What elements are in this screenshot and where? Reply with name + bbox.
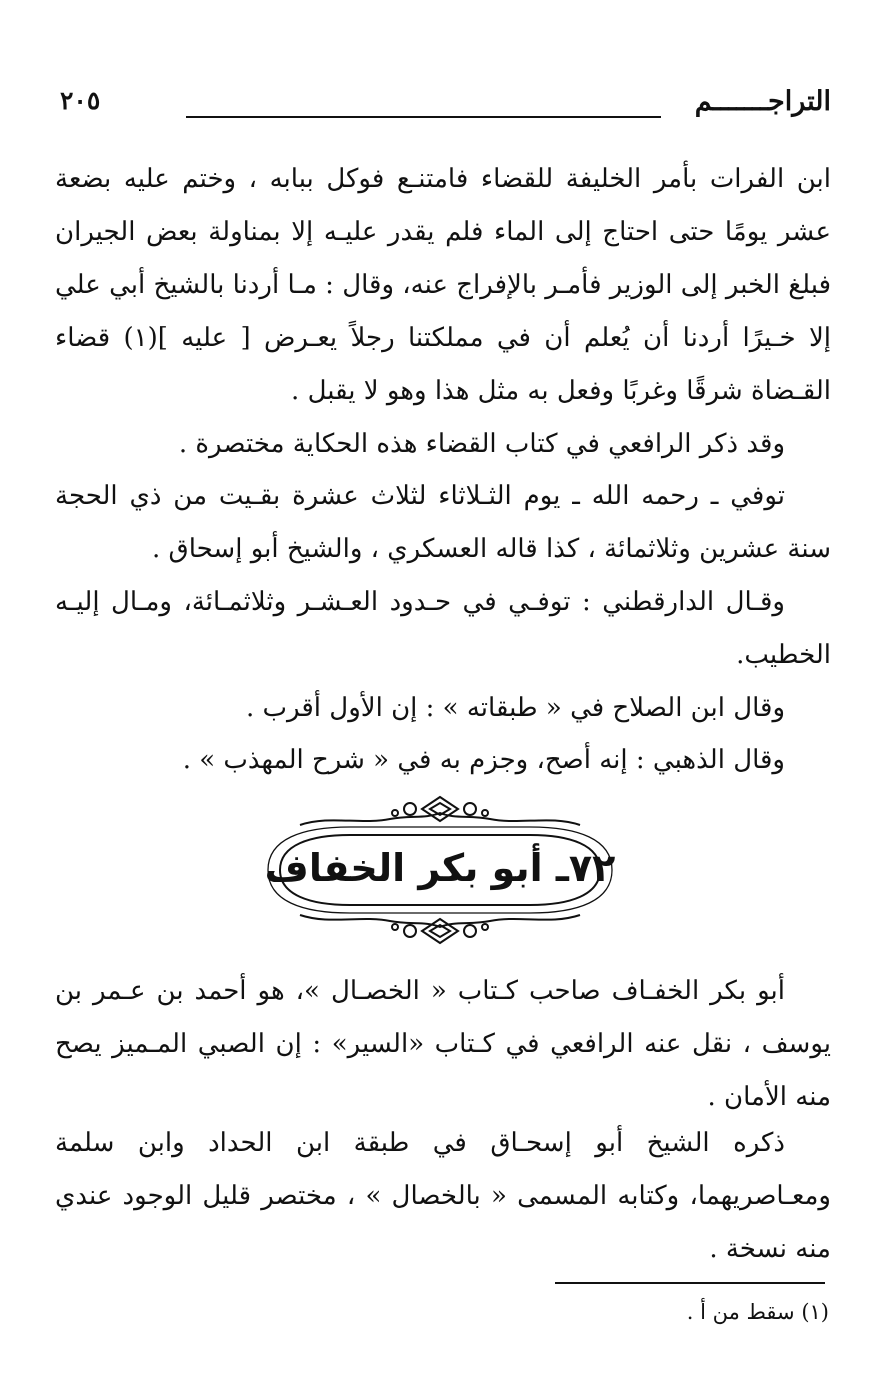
paragraph: وقال ابن الصلاح في « طبقاته » : إن الأول أقرب . (246, 693, 785, 723)
paragraph: توفي ـ رحمه الله ـ يوم الثـلاثاء لثلاث عشرة بقـيت من ذي الحجة سنة عشرين وثلاثمائة ، كذا قاله العسكري ، والشيخ أبو إسحاق . (55, 481, 831, 564)
paragraph: ذكره الشيخ أبو إسحـاق في طبقة ابن الحداد وابن سلمة ومعـاصريهما، وكتابه المسمى « بالخصال » ، مختصر قليل الوجود عندي منه نسخة . (55, 1128, 831, 1264)
paragraph: وقد ذكر الرافعي في كتاب القضاء هذه الحكاية مختصرة . (178, 429, 785, 459)
header-rule (186, 116, 661, 118)
footnote: (١) سقط من أ . (686, 1300, 829, 1324)
footnote-rule (555, 1282, 825, 1284)
paragraph: ابن الفرات بأمر الخليفة للقضاء فامتنـع فوكل ببابه ، وختم عليه بضعة عشر يومًا حتى احتاج إلى الماء فلم يقدر عليـه إلا بمناولة بعض الجيران فبلغ الخبر إلى الوزير فأمـر بالإفراج عنه، وقال : مـا أردنا بالشيخ أبي علي إلا خـيرًا أردنا أن يُعلم أن في مملكتنا رجلاً يعـرض [ عليه ](١) قضاء القـضاة شرقًا وغربًا وفعل به مثل هذا وهو لا يقبل . (55, 164, 832, 406)
paragraph: وقال الذهبي : إنه أصح، وجزم به في « شرح المهذب » . (182, 745, 785, 775)
paragraph: وقـال الدارقطني : توفـي في حـدود العـشـر وثلاثمـائة، ومـال إليـه الخطيب. (55, 587, 831, 670)
running-header (60, 86, 831, 126)
page-number: ٢٠٥ (60, 86, 101, 115)
header-title: التراجـــــــم (694, 86, 831, 117)
paragraph: أبو بكر الخفـاف صاحب كـتاب « الخصـال »، هو أحمد بن عـمر بن يوسف ، نقل عنه الرافعي في كـتاب «السير» : إن الصبي المـميز يصح منه الأمان . (55, 976, 831, 1112)
section-title: ٧٢ـ أبو بكر الخفاف (264, 846, 616, 890)
